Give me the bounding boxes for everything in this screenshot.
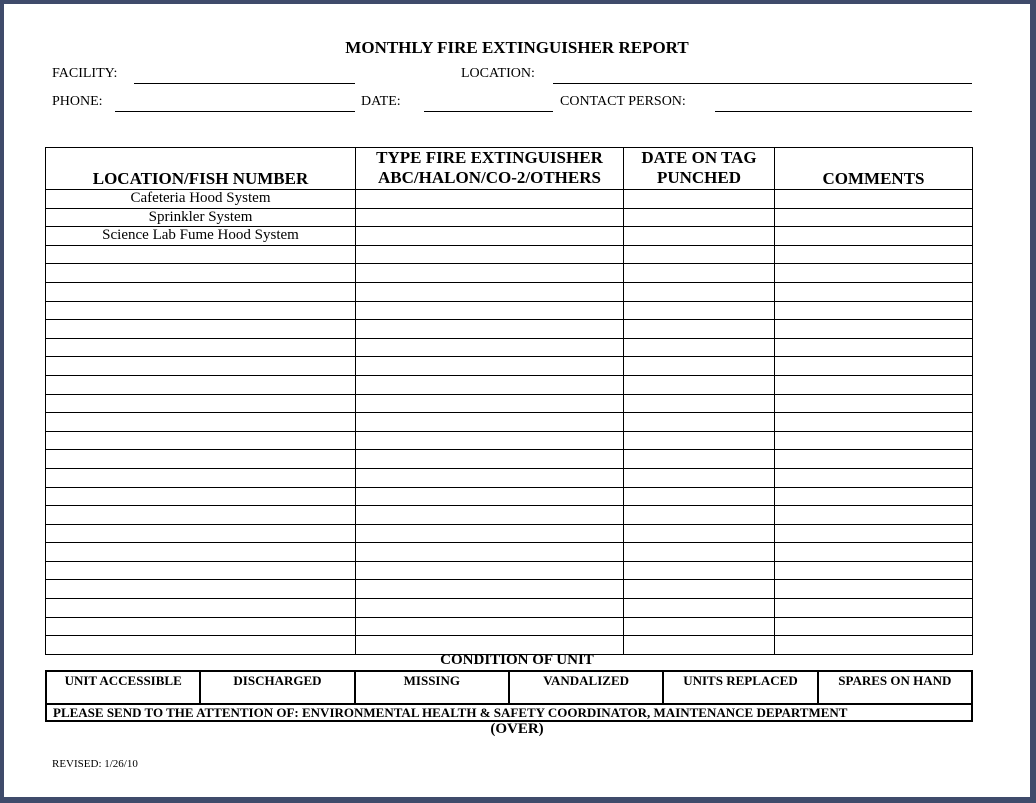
table-header-row [46,148,973,190]
table-row [46,487,973,506]
type-cell[interactable] [356,561,624,580]
location-cell[interactable] [46,282,356,301]
comments-cell[interactable] [775,413,973,432]
date-cell[interactable] [624,375,775,394]
condition-row [46,671,972,704]
type-cell[interactable] [356,450,624,469]
date-cell[interactable] [624,282,775,301]
table-row [46,450,973,469]
type-cell[interactable] [356,338,624,357]
header-date-line1: DATE ON TAG [641,148,757,167]
comments-cell[interactable] [775,580,973,599]
comments-cell[interactable] [775,320,973,339]
contact-person-label: CONTACT PERSON: [560,94,686,109]
table-row [46,617,973,636]
header-type-fire-extinguisher [356,148,624,190]
type-cell[interactable] [356,413,624,432]
document-page [4,4,1030,797]
type-cell[interactable] [356,208,624,227]
condition-table [45,670,973,722]
table-row [46,320,973,339]
location-cell[interactable] [46,561,356,580]
type-cell[interactable] [356,599,624,618]
type-cell[interactable] [356,543,624,562]
type-cell[interactable] [356,357,624,376]
location-cell[interactable] [46,468,356,487]
type-cell[interactable] [356,282,624,301]
condition-column: UNIT ACCESSIBLE [46,671,200,704]
table-row [46,190,973,209]
location-field[interactable] [553,83,972,84]
date-cell[interactable] [624,338,775,357]
date-cell[interactable] [624,617,775,636]
location-cell[interactable]: Cafeteria Hood System [46,190,356,209]
location-cell[interactable] [46,320,356,339]
comments-cell[interactable] [775,357,973,376]
location-cell[interactable]: Science Lab Fume Hood System [46,227,356,246]
comments-cell[interactable] [775,450,973,469]
header-type-line1: TYPE FIRE EXTINGUISHER [376,148,603,167]
comments-cell[interactable] [775,431,973,450]
date-cell[interactable] [624,301,775,320]
comments-cell[interactable] [775,524,973,543]
date-cell[interactable] [624,524,775,543]
comments-cell[interactable] [775,394,973,413]
date-cell[interactable] [624,487,775,506]
date-cell[interactable] [624,468,775,487]
page-title: MONTHLY FIRE EXTINGUISHER REPORT [345,38,689,57]
table-row [46,524,973,543]
comments-cell[interactable] [775,487,973,506]
attention-note: PLEASE SEND TO THE ATTENTION OF: ENVIRONMENTAL HEALTH & SAFETY COORDINATOR, MAINTENANCE DEPARTMENT [46,704,972,721]
comments-cell[interactable] [775,599,973,618]
table-row [46,394,973,413]
contact-person-field[interactable] [715,111,972,112]
table-row [46,282,973,301]
comments-cell[interactable] [775,338,973,357]
facility-field[interactable] [134,83,355,84]
phone-field[interactable] [115,111,355,112]
date-cell[interactable] [624,413,775,432]
table-row [46,208,973,227]
comments-cell[interactable] [775,208,973,227]
comments-cell[interactable] [775,561,973,580]
type-cell[interactable] [356,394,624,413]
type-cell[interactable] [356,190,624,209]
comments-cell[interactable] [775,468,973,487]
comments-cell[interactable] [775,617,973,636]
condition-column: SPARES ON HAND [818,671,972,704]
location-cell[interactable] [46,599,356,618]
header-date-line2: PUNCHED [656,168,742,187]
date-cell[interactable] [624,580,775,599]
date-cell[interactable] [624,561,775,580]
location-cell[interactable] [46,524,356,543]
table-row [46,413,973,432]
table-row [46,506,973,525]
location-cell[interactable] [46,264,356,283]
condition-column: DISCHARGED [200,671,354,704]
table-row [46,561,973,580]
date-cell[interactable] [624,245,775,264]
condition-title: CONDITION OF UNIT [440,652,594,668]
location-cell[interactable] [46,487,356,506]
location-cell[interactable] [46,245,356,264]
table-row [46,543,973,562]
table-row [46,431,973,450]
date-cell[interactable] [624,394,775,413]
table-row [46,375,973,394]
type-cell[interactable] [356,506,624,525]
comments-cell[interactable] [775,301,973,320]
location-cell[interactable] [46,413,356,432]
revised-date: REVISED: 1/26/10 [52,758,138,770]
date-cell[interactable] [624,208,775,227]
date-cell[interactable] [624,543,775,562]
type-cell[interactable] [356,580,624,599]
comments-cell[interactable] [775,264,973,283]
facility-label: FACILITY: [52,66,118,81]
comments-cell[interactable] [775,282,973,301]
date-cell[interactable] [624,506,775,525]
table-row [46,357,973,376]
location-cell[interactable] [46,394,356,413]
location-cell[interactable] [46,450,356,469]
location-cell[interactable] [46,338,356,357]
type-cell[interactable] [356,468,624,487]
type-cell[interactable] [356,301,624,320]
date-cell[interactable] [624,190,775,209]
date-cell[interactable] [624,450,775,469]
comments-cell[interactable] [775,543,973,562]
table-row [46,468,973,487]
comments-cell[interactable] [775,506,973,525]
date-cell[interactable] [624,599,775,618]
location-cell[interactable] [46,580,356,599]
date-field[interactable] [424,111,553,112]
location-cell[interactable] [46,617,356,636]
location-cell[interactable] [46,506,356,525]
extinguisher-table [45,147,973,655]
location-cell[interactable]: Sprinkler System [46,208,356,227]
table-row [46,264,973,283]
table-row [46,301,973,320]
date-cell[interactable] [624,357,775,376]
location-cell[interactable] [46,357,356,376]
date-cell[interactable] [624,320,775,339]
table-row [46,580,973,599]
type-cell[interactable] [356,487,624,506]
type-cell[interactable] [356,375,624,394]
comments-cell[interactable] [775,227,973,246]
header-location-fish-number: LOCATION/FISH NUMBER [46,148,356,190]
location-label: LOCATION: [461,66,535,81]
type-cell[interactable] [356,524,624,543]
table-row [46,338,973,357]
location-cell[interactable] [46,375,356,394]
table-row [46,599,973,618]
phone-label: PHONE: [52,94,103,109]
location-cell[interactable] [46,431,356,450]
over-label: (OVER) [490,721,544,737]
table-row [46,245,973,264]
condition-column: MISSING [355,671,509,704]
date-cell[interactable] [624,264,775,283]
comments-cell[interactable] [775,375,973,394]
location-cell[interactable] [46,301,356,320]
date-label: DATE: [361,94,401,109]
type-cell[interactable] [356,617,624,636]
location-cell[interactable] [46,543,356,562]
header-comments: COMMENTS [775,148,973,190]
table-row [46,227,973,246]
comments-cell[interactable] [775,190,973,209]
condition-column: UNITS REPLACED [663,671,817,704]
condition-column: VANDALIZED [509,671,663,704]
type-cell[interactable] [356,320,624,339]
type-cell[interactable] [356,431,624,450]
header-date-on-tag [624,148,775,190]
type-cell[interactable] [356,227,624,246]
comments-cell[interactable] [775,245,973,264]
type-cell[interactable] [356,264,624,283]
date-cell[interactable] [624,431,775,450]
header-type-line2: ABC/HALON/CO-2/OTHERS [378,168,601,187]
type-cell[interactable] [356,245,624,264]
date-cell[interactable] [624,227,775,246]
